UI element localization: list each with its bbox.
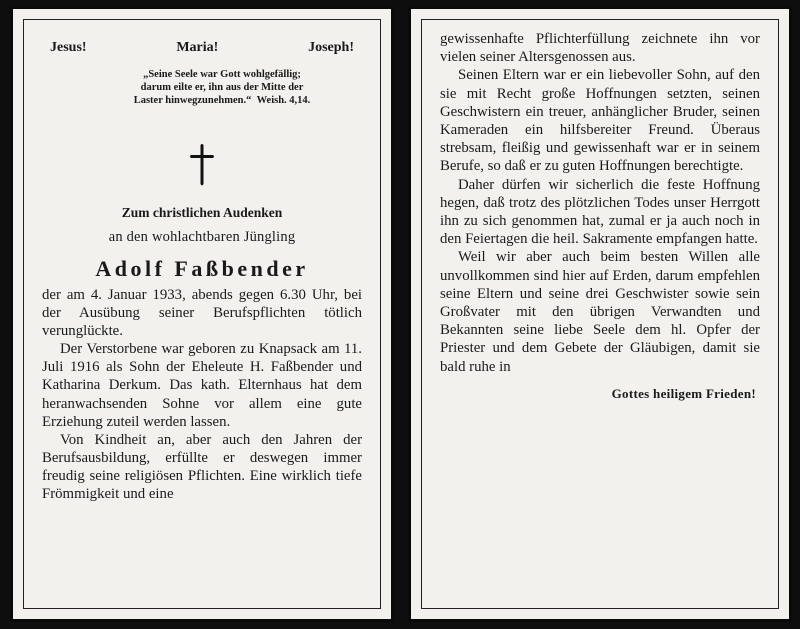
right-page bbox=[408, 6, 792, 622]
quote-line: darum eilte er, ihn aus der Mitte der bbox=[140, 82, 304, 93]
quote-source: Weish. 4,14. bbox=[256, 95, 311, 106]
memorial-heading: Zum christlichen Audenken bbox=[121, 205, 283, 220]
closing-blessing: Gottes heiligem Frieden! bbox=[611, 385, 756, 401]
paragraph: Weil wir aber auch beim besten Willen alle unvollkommen sind hier auf Erden, darum empfehlen seine Eltern und seine drei Geschwister sowie sein Großvater mit den übrigen Verwandten und Bekannten seine liebe Seele dem hl. Opfer der Priester und dem Gebete der Gläubigen, damit sie bald ruhe in bbox=[440, 249, 760, 375]
left-page bbox=[10, 6, 394, 622]
quote-line-end: Laster hinwegzunehmen.“ bbox=[133, 95, 252, 106]
paragraph: Von Kindheit an, aber auch den Jahren der Berufsausbildung, erfüllte er deswegen immer freudig seine religiösen Pflichten. Eine wirklich tiefe Frömmigkeit und eine bbox=[42, 431, 362, 503]
left-body-text bbox=[42, 286, 362, 503]
quote-line: „Seine Seele war Gott wohlgefällig; bbox=[143, 69, 301, 80]
paragraph: Daher dürfen wir sicherlich die feste Hoffnung hegen, daß trotz des plötzlichen Todes unser Herrgott ihn zu sich genommen hat, zumal er ja auch noch in den Feiertagen die heil. Sakramente empfangen hatte. bbox=[440, 176, 760, 248]
invocation-maria: Maria! bbox=[176, 40, 219, 55]
left-page-frame bbox=[23, 19, 381, 609]
cross-icon bbox=[187, 143, 217, 187]
paragraph: der am 4. Januar 1933, abends gegen 6.30 Uhr, bei der Ausübung seiner Berufspflichten tötlich verunglückte. bbox=[42, 287, 362, 340]
quote-line bbox=[82, 94, 362, 107]
deceased-name: Adolf Faßbender bbox=[95, 256, 309, 281]
invocations bbox=[42, 40, 362, 56]
intro-line: an den wohlachtbaren Jüngling bbox=[108, 229, 296, 245]
scripture-quote bbox=[82, 68, 362, 107]
invocation-joseph: Joseph! bbox=[308, 40, 354, 55]
paragraph: Seinen Eltern war er ein liebevoller Sohn, auf den sie mit Recht große Hoffnungen setzten, seinen Geschwistern ein treuer, anhänglicher Bruder, seinen Kameraden ein hilfsbereiter Freund. Überaus strebsam, fleißig und gewissenhaft war er in seinem Berufe, so daß er zu guten Hoffnungen berechtigte. bbox=[440, 67, 760, 175]
invocation-jesus: Jesus! bbox=[50, 40, 87, 55]
paragraph: gewissenhafte Pflichterfüllung zeichnete ihn vor vielen seiner Altersgenossen aus. bbox=[440, 31, 760, 66]
paragraph: Der Verstorbene war geboren zu Knapsack am 11. Juli 1916 als Sohn der Eheleute H. Faßbender und Katharina Derkum. Das kath. Elternhaus hat dem heranwachsenden Sohne vor allem eine gute Erziehung zuteil werden lassen. bbox=[42, 341, 362, 430]
right-body-text bbox=[440, 30, 760, 376]
right-page-frame bbox=[421, 19, 779, 609]
